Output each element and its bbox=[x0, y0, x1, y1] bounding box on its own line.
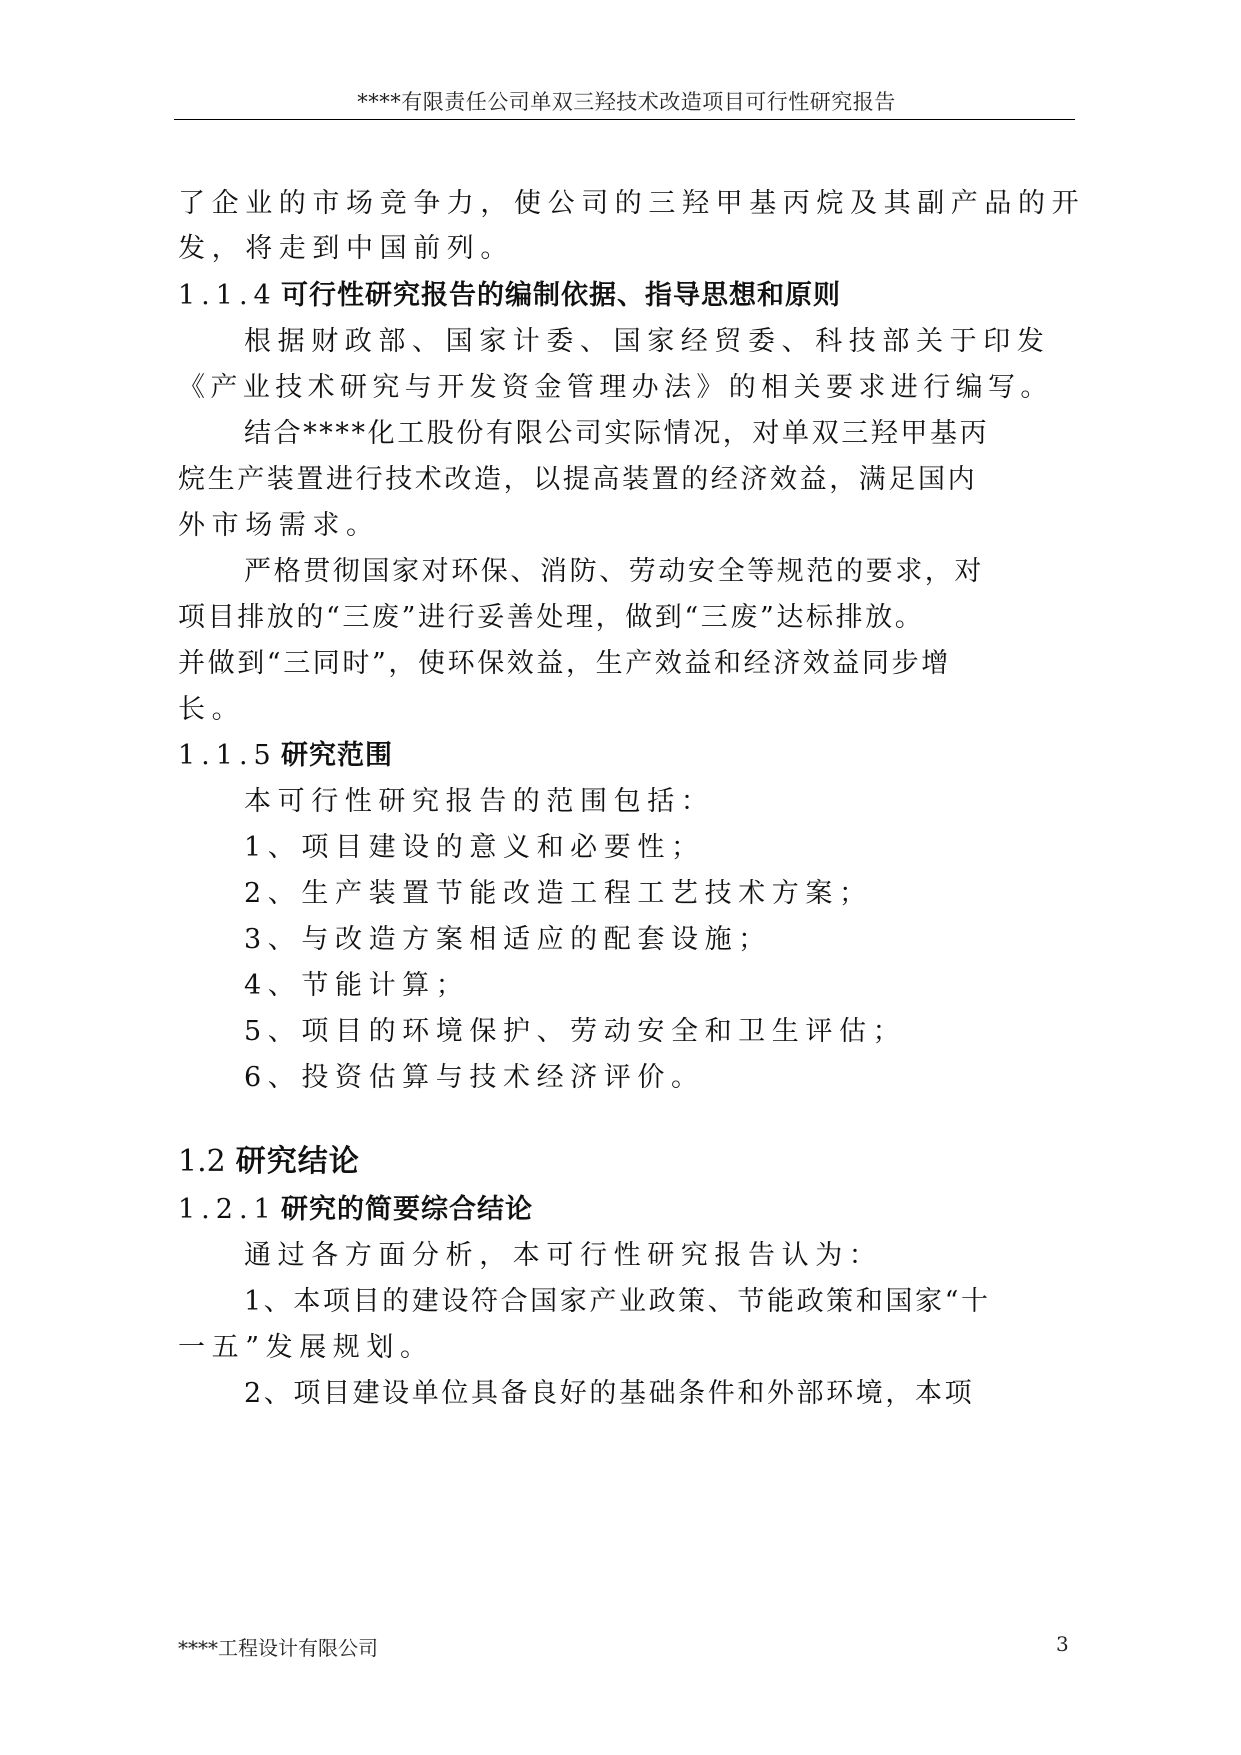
paragraph-line: 严格贯彻国家对环保、消防、劳动安全等规范的要求，对 bbox=[244, 556, 984, 587]
paragraph-line: 了企业的市场竞争力，使公司的三羟甲基丙烷及其副产品的开 bbox=[178, 188, 1086, 219]
section-number: 1.1.5 bbox=[178, 740, 277, 771]
paragraph-line: 结合****化工股份有限公司实际情况，对单双三羟甲基丙 bbox=[244, 418, 990, 449]
paragraph-line: 发，将走到中国前列。 bbox=[178, 233, 514, 264]
list-item: 3、与改造方案相适应的配套设施； bbox=[244, 924, 772, 955]
paragraph-line: 根据财政部、国家计委、国家经贸委、科技部关于印发 bbox=[244, 326, 1051, 357]
paragraph-line: 烷生产装置进行技术改造，以提高装置的经济效益，满足国内 bbox=[178, 464, 978, 495]
paragraph-line: 项目排放的“三废”进行妥善处理，做到“三废”达标排放。 bbox=[178, 602, 925, 633]
paragraph-line: 本可行性研究报告的范围包括： bbox=[244, 786, 715, 817]
header-divider bbox=[174, 119, 1075, 120]
paragraph-line: 外市场需求。 bbox=[178, 510, 380, 541]
list-item: 4、节能计算； bbox=[244, 970, 470, 1001]
page-header-title: ****有限责任公司单双三羟技术改造项目可行性研究报告 bbox=[357, 90, 896, 114]
paragraph-line: 一五”发展规划。 bbox=[178, 1332, 434, 1363]
paragraph-line: 长。 bbox=[178, 694, 246, 725]
section-title: 研究结论 bbox=[235, 1144, 360, 1179]
paragraph-line: 通过各方面分析，本可行性研究报告认为： bbox=[244, 1240, 883, 1271]
paragraph-line: 2、项目建设单位具备良好的基础条件和外部环境，本项 bbox=[244, 1378, 975, 1409]
section-heading-1-2 bbox=[178, 1144, 360, 1180]
section-title: 研究的简要综合结论 bbox=[281, 1194, 533, 1225]
paragraph-line: 1、本项目的建设符合国家产业政策、节能政策和国家“十 bbox=[244, 1286, 991, 1317]
section-heading-1-1-5 bbox=[178, 738, 393, 774]
paragraph-line: 《产业技术研究与开发资金管理办法》的相关要求进行编写。 bbox=[178, 372, 1053, 403]
footer-company: ****工程设计有限公司 bbox=[178, 1636, 378, 1660]
section-title: 可行性研究报告的编制依据、指导思想和原则 bbox=[281, 280, 841, 311]
list-item: 1、项目建设的意义和必要性； bbox=[244, 832, 705, 863]
page-number: 3 bbox=[1056, 1632, 1069, 1656]
paragraph-line: 并做到“三同时”，使环保效益，生产效益和经济效益同步增 bbox=[178, 648, 951, 679]
section-number: 1.2.1 bbox=[178, 1194, 277, 1225]
list-item: 6、投资估算与技术经济评价。 bbox=[244, 1062, 705, 1093]
section-heading-1-1-4 bbox=[178, 278, 841, 314]
section-number: 1.1.4 bbox=[178, 280, 277, 311]
list-item: 2、生产装置节能改造工程工艺技术方案； bbox=[244, 878, 873, 909]
section-title: 研究范围 bbox=[281, 740, 393, 771]
section-heading-1-2-1 bbox=[178, 1192, 533, 1228]
section-number: 1.2 bbox=[178, 1144, 226, 1179]
list-item: 5、项目的环境保护、劳动安全和卫生评估； bbox=[244, 1016, 907, 1047]
